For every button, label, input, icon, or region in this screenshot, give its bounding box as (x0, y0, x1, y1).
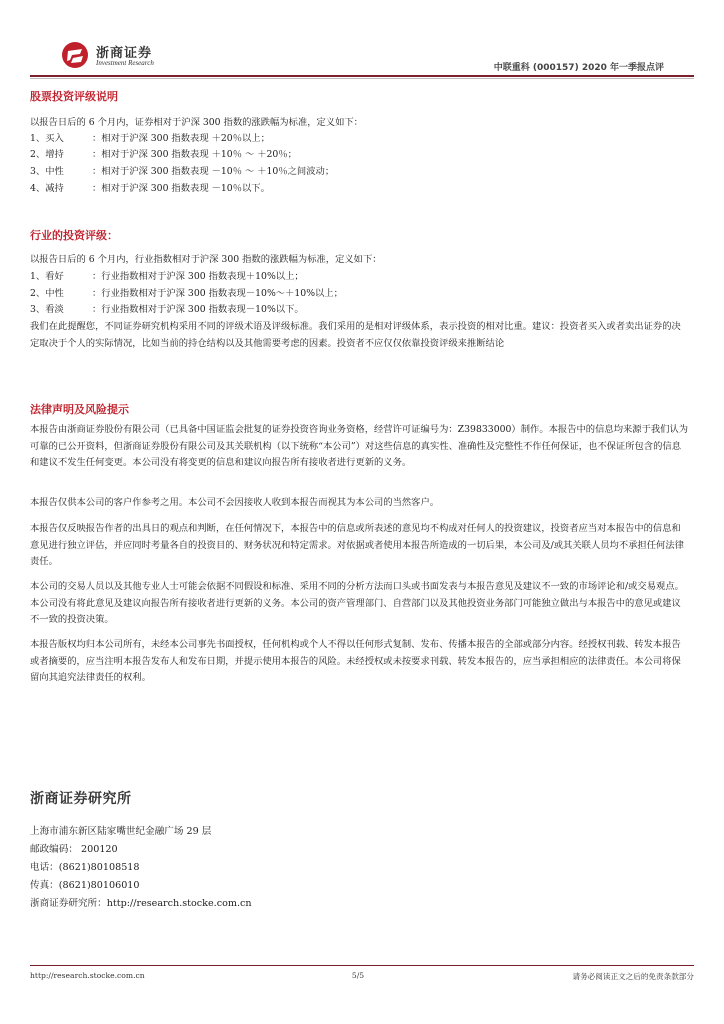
industry-rating-item (30, 302, 690, 318)
header-divider (30, 75, 694, 77)
company-logo (60, 40, 210, 70)
logo-text-cn: 浙商证券 (96, 46, 153, 61)
rating-label: 2、中性 (30, 288, 64, 299)
institute-fax: 传真：(8621)80106010 (30, 880, 140, 891)
rating-desc: ：相对于沪深 300 指数表现 ＋20％以上； (92, 133, 270, 144)
institute-title: 浙商证券研究所 (30, 791, 132, 807)
legal-paragraph: 本报告版权均归本公司所有，未经本公司事先书面授权，任何机构或个人不得以任何形式复制、发布、传播本报告的全部或部分内容。经授权刊载、转发本报告或者摘要的，应当注明本报告发布人和发布日期，并提示使用本报告的风险。未经授权或未按要求刊载、转发本报告的，应当承担相应的法律责任。本公司将保留向其追究法律责任的权利。 (30, 639, 681, 684)
legal-paragraph: 本报告由浙商证券股份有限公司（已具备中国证监会批复的证券投资咨询业务资格，经营许可证编号为：Z39833000）制作。本报告中的信息均来源于我们认为可靠的已公开资料，但浙商证券股份有限公司及其关联机构（以下统称“本公司”）对这些信息的真实性、准确性及完整性不作任何保证，也不保证所包含的信息和建议不发生任何变更。本公司没有将变更的信息和建议向报告所有接收者进行更新的义务。 (30, 424, 689, 469)
logo-mark-icon (60, 40, 90, 70)
institute-address: 上海市浦东新区陆家嘴世纪金融广场 29 层 (30, 826, 212, 837)
industry-rating-item (30, 286, 690, 302)
institute-postcode: 邮政编码： 200120 (30, 844, 118, 855)
rating-desc: ：行业指数相对于沪深 300 指数表现－10%～＋10%以上； (92, 288, 343, 299)
footer-disclaimer: 请务必阅读正文之后的免责条款部分 (572, 972, 694, 981)
rating-label: 1、买入 (30, 133, 64, 144)
legal-paragraph: 本公司的交易人员以及其他专业人士可能会依据不同假设和标准、采用不同的分析方法而口头或书面发表与本报告意见及建议不一致的市场评论和/或交易观点。本公司没有将此意见及建议向报告所有接收者进行更新的义务。本公司的资产管理部门、自营部门以及其他投资业务部门可能独立做出与本报告中的意见或建议不一致的投资决策。 (30, 581, 684, 626)
stock-rating-intro: 以报告日后的 6 个月内，证券相对于沪深 300 指数的涨跌幅为标准，定义如下： (30, 117, 363, 128)
rating-desc: ：行业指数相对于沪深 300 指数表现－10%以下。 (92, 304, 304, 315)
rating-desc: ：行业指数相对于沪深 300 指数表现＋10%以上； (92, 271, 304, 282)
footer-divider (30, 965, 694, 966)
industry-rating-title: 行业的投资评级： (30, 229, 118, 242)
rating-label: 2、增持 (30, 149, 64, 160)
logo-text-en: Investment Research (96, 59, 154, 67)
footer-url[interactable]: http://research.stocke.com.cn (30, 971, 145, 980)
rating-label: 3、看淡 (30, 304, 64, 315)
rating-label: 3、中性 (30, 166, 64, 177)
stock-rating-item (30, 164, 690, 180)
rating-desc: ：相对于沪深 300 指数表现 －10％ ～ ＋10％之间波动； (92, 166, 335, 177)
industry-rating-note: 我们在此提醒您，不同证券研究机构采用不同的评级术语及评级标准。我们采用的是相对评级体系，表示投资的相对比重。建议：投资者买入或者卖出证券的决定取决于个人的实际情况，比如当前的持仓结构以及其他需要考虑的因素。投资者不应仅仅依靠投资评级来推断结论 (30, 321, 681, 349)
rating-desc: ：相对于沪深 300 指数表现 －10％以下。 (92, 183, 270, 194)
report-title: 中联重科 (000157) 2020 年一季报点评 (493, 63, 664, 73)
legal-paragraph: 本报告仅反映报告作者的出具日的观点和判断，在任何情况下，本报告中的信息或所表述的意见均不构成对任何人的投资建议，投资者应当对本报告中的信息和意见进行独立评估，并应同时考量各自的投资目的、财务状况和特定需求。对依据或者使用本报告所造成的一切后果，本公司及/或其关联人员均不承担任何法律责任。 (30, 523, 684, 568)
page-number: 5/5 (351, 971, 365, 980)
legal-title: 法律声明及风险提示 (30, 403, 129, 416)
rating-label: 1、看好 (30, 271, 64, 282)
industry-rating-intro: 以报告日后的 6 个月内，行业指数相对于沪深 300 指数的涨跌幅为标准，定义如下： (30, 254, 382, 265)
stock-rating-item (30, 131, 690, 147)
industry-rating-item (30, 269, 690, 285)
institute-phone: 电话：(8621)80108518 (30, 862, 140, 873)
stock-rating-item (30, 147, 690, 163)
rating-label: 4、减持 (30, 183, 64, 194)
institute-website[interactable]: 浙商证券研究所：http://research.stocke.com.cn (30, 898, 252, 909)
stock-rating-title: 股票投资评级说明 (30, 90, 118, 103)
legal-paragraph: 本报告仅供本公司的客户作参考之用。本公司不会因接收人收到本报告而视其为本公司的当然客户。 (30, 497, 440, 508)
stock-rating-item (30, 181, 690, 197)
rating-desc: ：相对于沪深 300 指数表现 ＋10％ ～ ＋20％； (92, 149, 297, 160)
header-divider-thin (30, 78, 694, 79)
